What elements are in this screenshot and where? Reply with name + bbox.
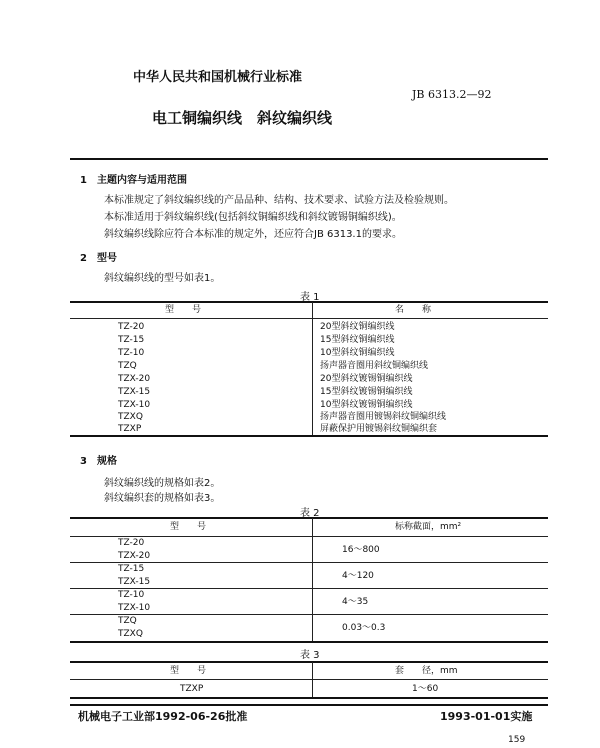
table-3-column-divider bbox=[312, 662, 313, 697]
section-2-heading: 2 型号 bbox=[80, 253, 117, 264]
table-1-name: 扬声器音圈用镀锡斜纹铜编织线 bbox=[320, 412, 447, 422]
approval-date: 机械电子工业部1992-06-26批准 bbox=[78, 710, 248, 723]
standard-code: JB 6313.2—92 bbox=[412, 88, 492, 101]
table-3-caption: 表 3 bbox=[300, 650, 320, 661]
table-1-model: TZ-20 bbox=[118, 322, 145, 332]
section-3-line: 斜纹编织套的规格如表3。 bbox=[104, 493, 221, 504]
table-3-bottom-rule bbox=[70, 697, 548, 699]
table-1-name: 15型斜纹铜编织线 bbox=[320, 335, 395, 345]
section-1-line: 本标准规定了斜纹编织线的产品品种、结构、技术要求、试验方法及检验规则。 bbox=[104, 195, 454, 206]
effective-date: 1993-01-01实施 bbox=[440, 710, 533, 723]
table-2-value: 4～35 bbox=[342, 597, 369, 607]
table-2-value: 16～800 bbox=[342, 545, 380, 555]
table-1-name: 10型斜纹镀锡铜编织线 bbox=[320, 400, 413, 410]
table-2-head-value: 标称截面，mm² bbox=[395, 522, 462, 532]
header-rule bbox=[70, 158, 548, 160]
document-title: 电工铜编织线 斜纹编织线 bbox=[152, 109, 333, 127]
table-2-model: TZ-15 bbox=[118, 564, 145, 574]
table-1-model: TZX-15 bbox=[118, 387, 151, 397]
page-number: 159 bbox=[508, 735, 526, 745]
table-2-model: TZXQ bbox=[118, 629, 143, 639]
table-2-column-divider bbox=[312, 518, 313, 641]
table-2-model: TZX-20 bbox=[118, 551, 151, 561]
table-3-head-value: 套 径，mm bbox=[395, 666, 458, 676]
section-1-line: 本标准适用于斜纹编织线(包括斜纹铜编织线和斜纹镀锡铜编织线)。 bbox=[104, 212, 402, 223]
table-2-model: TZ-20 bbox=[118, 538, 145, 548]
table-2-model: TZX-10 bbox=[118, 603, 151, 613]
table-2-value: 4～120 bbox=[342, 571, 374, 581]
table-3-top-rule bbox=[70, 661, 548, 663]
table-2-caption: 表 2 bbox=[300, 508, 320, 519]
table-2-head-model: 型 号 bbox=[170, 522, 207, 532]
table-1-column-divider bbox=[312, 302, 313, 435]
table-1-model: TZ-15 bbox=[118, 335, 145, 345]
footer-rule bbox=[70, 704, 548, 706]
table-1-model: TZX-10 bbox=[118, 400, 151, 410]
table-1-model: TZXP bbox=[118, 424, 142, 434]
table-1-model: TZQ bbox=[118, 361, 137, 371]
table-1-model: TZX-20 bbox=[118, 374, 151, 384]
table-3-head-rule bbox=[70, 679, 548, 680]
table-1-name: 15型斜纹镀锡铜编织线 bbox=[320, 387, 413, 397]
section-3-heading: 3 规格 bbox=[80, 456, 117, 467]
table-1-name: 20型斜纹铜编织线 bbox=[320, 322, 395, 332]
section-1-heading: 1 主题内容与适用范围 bbox=[80, 175, 187, 186]
section-1-line: 斜纹编织线除应符合本标准的规定外，还应符合JB 6313.1的要求。 bbox=[104, 229, 402, 240]
table-3-head-model: 型 号 bbox=[170, 666, 207, 676]
table-1-name: 10型斜纹铜编织线 bbox=[320, 348, 395, 358]
table-1-head-rule bbox=[70, 318, 548, 319]
table-2-bottom-rule bbox=[70, 641, 548, 643]
table-3-value: 1～60 bbox=[412, 684, 439, 694]
table-1-name: 扬声器音圈用斜纹铜编织线 bbox=[320, 361, 429, 371]
table-1-bottom-rule bbox=[70, 435, 548, 437]
table-1-model: TZ-10 bbox=[118, 348, 145, 358]
table-3-model: TZXP bbox=[180, 684, 204, 694]
table-2-model: TZQ bbox=[118, 616, 137, 626]
table-1-top-rule bbox=[70, 301, 548, 303]
table-2-top-rule bbox=[70, 517, 548, 519]
table-2-model: TZX-15 bbox=[118, 577, 151, 587]
table-1-name: 20型斜纹镀锡铜编织线 bbox=[320, 374, 413, 384]
table-1-head-name: 名 称 bbox=[395, 305, 432, 315]
table-2-group-rule bbox=[70, 614, 548, 615]
table-1-head-model: 型 号 bbox=[165, 305, 202, 315]
table-2-model: TZ-10 bbox=[118, 590, 145, 600]
table-1-model: TZXQ bbox=[118, 412, 143, 422]
issuer-title: 中华人民共和国机械行业标准 bbox=[133, 70, 303, 85]
table-2-value: 0.03～0.3 bbox=[342, 623, 386, 633]
section-2-intro: 斜纹编织线的型号如表1。 bbox=[104, 273, 221, 284]
table-1-caption: 表 1 bbox=[300, 292, 320, 303]
table-1-name: 屏蔽保护用镀锡斜纹铜编织套 bbox=[320, 424, 438, 434]
section-3-line: 斜纹编织线的规格如表2。 bbox=[104, 478, 221, 489]
